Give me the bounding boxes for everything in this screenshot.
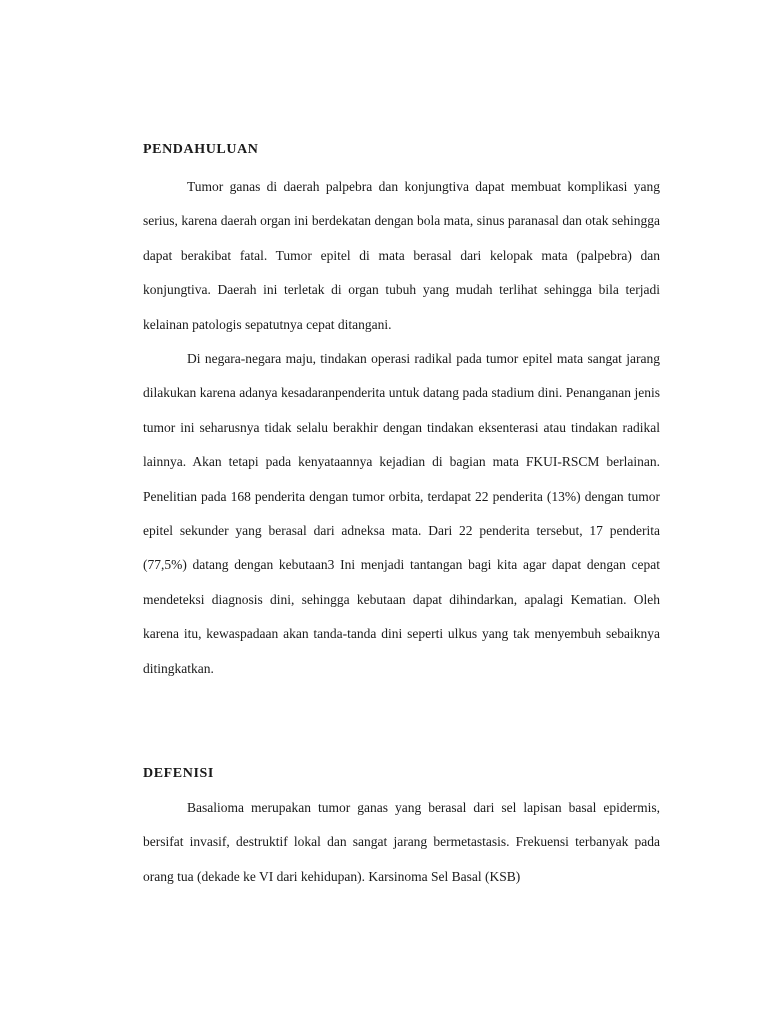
section-body-defenisi [143,791,660,894]
section-heading-defenisi: DEFENISI [143,766,214,781]
paragraph: Di negara-negara maju, tindakan operasi radikal pada tumor epitel mata sangat jarang dilakukan karena adanya kesadaranpenderita untuk datang pada stadium dini. Penanganan jenis tumor ini seharusnya tidak selalu berakhir dengan tindakan eksenterasi atau tindakan radikal lainnya. Akan tetapi pada kenyataannya kejadian di bagian mata FKUI-RSCM berlainan. Penelitian pada 168 penderita dengan tumor orbita, terdapat 22 penderita (13%) dengan tumor epitel sekunder yang berasal dari adneksa mata. Dari 22 penderita tersebut, 17 penderita (77,5%) datang dengan kebutaan3 Ini menjadi tantangan bagi kita agar dapat dengan cepat mendeteksi diagnosis dini, sehingga kebutaan dapat dihindarkan, apalagi Kematian. Oleh karena itu, kewaspadaan akan tanda-tanda dini seperti ulkus yang tak menyembuh sebaiknya ditingkatkan. [143,351,660,676]
paragraph: Basalioma merupakan tumor ganas yang berasal dari sel lapisan basal epidermis, bersifat invasif, destruktif lokal dan sangat jarang bermetastasis. Frekuensi terbanyak pada orang tua (dekade ke VI dari kehidupan). Karsinoma Sel Basal (KSB) [143,800,660,884]
section-heading-pendahuluan: PENDAHULUAN [143,142,259,157]
section-body-pendahuluan [143,170,660,686]
paragraph: Tumor ganas di daerah palpebra dan konjungtiva dapat membuat komplikasi yang serius, karena daerah organ ini berdekatan dengan bola mata, sinus paranasal dan otak sehingga dapat berakibat fatal. Tumor epitel di mata berasal dari kelopak mata (palpebra) dan konjungtiva. Daerah ini terletak di organ tubuh yang mudah terlihat sehingga bila terjadi kelainan patologis sepatutnya cepat ditangani. [143,179,660,332]
